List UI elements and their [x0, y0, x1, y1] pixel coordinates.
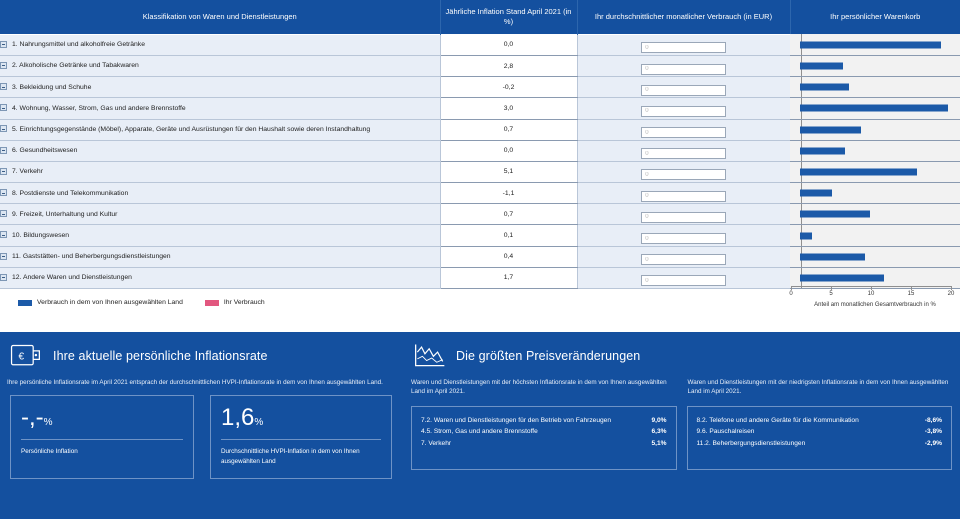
collapse-minus-icon[interactable]: [0, 253, 7, 260]
basket-bar-cell: [790, 225, 960, 246]
highest-inflation-row: [421, 438, 667, 450]
personal-inflation-value-wrap: [21, 406, 183, 430]
monthly-spending-input[interactable]: [641, 254, 726, 265]
monthly-spending-input[interactable]: [641, 42, 726, 53]
wallet-euro-icon: [10, 342, 44, 370]
spending-cell: [577, 140, 790, 161]
personal-inflation-card: [10, 395, 194, 479]
basket-bar-cell: [790, 55, 960, 76]
basket-bar-cell: [790, 204, 960, 225]
collapse-minus-icon[interactable]: [0, 62, 7, 69]
item-value: -8,6%: [924, 416, 942, 424]
table-row: [0, 161, 960, 182]
axis-tick-label: 5: [829, 291, 833, 297]
collapse-minus-icon[interactable]: [0, 168, 7, 175]
category-cell[interactable]: [0, 98, 440, 119]
bar-field: [790, 247, 960, 267]
category-label: 6. Gesundheitswesen: [12, 147, 78, 155]
item-value: 6,3%: [651, 428, 667, 436]
inflation-value-cell: 0,7: [440, 204, 577, 225]
inflation-value-cell: 1,7: [440, 267, 577, 288]
country-share-bar: [800, 105, 948, 112]
axis-tick: [911, 286, 912, 290]
table-row: [0, 98, 960, 119]
price-changes-title: Die größten Preisveränderungen: [456, 349, 641, 363]
category-label: 2. Alkoholische Getränke und Tabakwaren: [12, 62, 139, 70]
category-label: 5. Einrichtungsgegenstände (Möbel), Apparate, Geräte und Ausrüstungen für den Haushalt sowie deren Instandhaltung: [12, 125, 371, 133]
category-label: 4. Wohnung, Wasser, Strom, Gas und andere Brennstoffe: [12, 104, 186, 112]
column-header-inflation-line1: Jährliche Inflation Stand April 2021 (in %): [445, 7, 572, 27]
lowest-inflation-row: [697, 415, 943, 427]
basket-bar-cell: [790, 161, 960, 182]
personal-inflation-title: Ihre aktuelle persönliche Inflationsrate: [53, 349, 268, 363]
legend-item-country: [18, 299, 183, 306]
category-label: 9. Freizeit, Unterhaltung und Kultur: [12, 210, 118, 218]
country-share-bar: [800, 84, 849, 91]
category-cell[interactable]: [0, 55, 440, 76]
column-header-inflation: [440, 0, 577, 34]
highest-inflation-row: [421, 426, 667, 438]
item-value: -3,8%: [924, 428, 942, 436]
category-cell[interactable]: [0, 246, 440, 267]
inflation-value-cell: 0,0: [440, 140, 577, 161]
category-cell[interactable]: [0, 34, 440, 55]
collapse-minus-icon[interactable]: [0, 274, 7, 281]
spending-cell: [577, 55, 790, 76]
lowest-inflation-description: Waren und Dienstleistungen mit der niedrigsten Inflationsrate in dem von Ihnen ausgewählten Land im April 2021.: [687, 379, 949, 396]
basket-bar-cell: [790, 246, 960, 267]
category-label: 7. Verkehr: [12, 168, 43, 176]
axis-tick-label: 15: [907, 291, 915, 297]
monthly-spending-input[interactable]: [641, 275, 726, 286]
monthly-spending-input[interactable]: [641, 85, 726, 96]
country-share-bar: [800, 168, 917, 175]
basket-bar-cell: [790, 77, 960, 98]
category-label: 1. Nahrungsmittel und alkoholfreie Getränke: [12, 41, 145, 49]
category-cell[interactable]: [0, 267, 440, 288]
axis-tick: [871, 286, 872, 290]
spending-cell: [577, 267, 790, 288]
personal-inflation-header: [0, 332, 400, 370]
lowest-inflation-list: [687, 406, 953, 470]
axis-title: Anteil am monatlichen Gesamtverbrauch in %: [814, 302, 936, 308]
table-row: [0, 246, 960, 267]
axis-tick: [831, 286, 832, 290]
monthly-spending-input[interactable]: [641, 233, 726, 244]
country-share-bar: [800, 253, 865, 260]
spending-cell: [577, 98, 790, 119]
bar-field: [790, 268, 960, 288]
summary-panel: [0, 332, 960, 519]
collapse-minus-icon[interactable]: [0, 83, 7, 90]
table-row: [0, 55, 960, 76]
collapse-minus-icon[interactable]: [0, 231, 7, 238]
bar-field: [790, 98, 960, 118]
highest-inflation-row: [421, 415, 667, 427]
axis-tick: [791, 286, 792, 290]
axis-tick-label: 0: [789, 291, 793, 297]
personal-inflation-value: -,-: [21, 404, 44, 432]
item-label: 8.2. Telefone und andere Geräte für die Kommunikation: [696, 416, 859, 424]
svg-text:€: €: [18, 351, 25, 363]
highest-inflation-list: [411, 406, 677, 470]
column-header-classification: Klassifikation von Waren und Dienstleistungen: [0, 0, 440, 34]
category-cell[interactable]: [0, 225, 440, 246]
country-share-bar: [800, 190, 832, 197]
lowest-inflation-row: [697, 426, 943, 438]
chart-x-axis: [790, 286, 960, 318]
spending-cell: [577, 77, 790, 98]
table-header-row: [0, 0, 960, 34]
basket-bar-cell: [790, 119, 960, 140]
average-hicp-card: [210, 395, 392, 479]
chart-legend: [18, 299, 287, 306]
price-changes-panel: [403, 332, 960, 470]
category-label: 3. Bekleidung und Schuhe: [12, 83, 92, 91]
price-changes-header: [403, 332, 960, 370]
price-changes-descriptions: [403, 370, 960, 397]
average-hicp-caption: Durchschnittliche HVPI-Inflation in dem von Ihnen ausgewählten Land: [221, 448, 360, 465]
country-share-bar: [800, 274, 884, 281]
item-label: 11.2. Beherbergungsdienstleistungen: [696, 439, 806, 447]
lowest-inflation-row: [697, 438, 943, 450]
collapse-minus-icon[interactable]: [0, 125, 7, 132]
column-header-spending: Ihr durchschnittlicher monatlicher Verbrauch (in EUR): [577, 0, 790, 34]
legend-swatch-personal: [205, 300, 219, 306]
personal-inflation-unit: %: [43, 417, 53, 429]
category-label: 11. Gaststätten- und Beherbergungsdienstleistungen: [12, 253, 171, 261]
spending-cell: [577, 246, 790, 267]
bar-field: [790, 141, 960, 161]
axis-tick-label: 20: [947, 291, 955, 297]
highest-inflation-description: Waren und Dienstleistungen mit der höchsten Inflationsrate in dem von Ihnen ausgewählten Land im April 2021.: [411, 379, 667, 396]
basket-bar-cell: [790, 183, 960, 204]
item-label: 4.5. Strom, Gas und andere Brennstoffe: [421, 428, 538, 436]
category-cell[interactable]: [0, 77, 440, 98]
table-header: [0, 0, 960, 34]
monthly-spending-input[interactable]: [641, 212, 726, 223]
inflation-value-cell: 2,8: [440, 55, 577, 76]
country-share-bar: [800, 41, 941, 48]
inflation-value-cell: 0,0: [440, 34, 577, 55]
bar-field: [790, 225, 960, 245]
table-row: [0, 225, 960, 246]
country-share-bar: [800, 126, 861, 133]
country-share-bar: [800, 211, 870, 218]
axis-tick: [951, 286, 952, 290]
collapse-minus-icon[interactable]: [0, 210, 7, 217]
spending-cell: [577, 204, 790, 225]
spending-cell: [577, 161, 790, 182]
bar-field: [790, 162, 960, 182]
legend-label-personal: Ihr Verbrauch: [223, 299, 265, 306]
basket-bar-cell: [790, 34, 960, 55]
average-hicp-value-wrap: [221, 406, 381, 430]
monthly-spending-input[interactable]: [641, 127, 726, 138]
monthly-spending-input[interactable]: [641, 169, 726, 180]
table-row: [0, 183, 960, 204]
bar-field: [790, 120, 960, 140]
table-row: [0, 119, 960, 140]
spending-cell: [577, 183, 790, 204]
basket-bar-cell: [790, 98, 960, 119]
item-label: 9.6. Pauschalreisen: [696, 428, 755, 436]
column-header-basket: Ihr persönlicher Warenkorb: [790, 0, 960, 34]
collapse-minus-icon[interactable]: [0, 147, 7, 154]
personal-inflation-description: Ihre persönliche Inflationsrate im April 2021 entsprach der durchschnittlichen HVPI-Inflationsrate in dem von Ihnen ausgewählten Land.: [7, 379, 383, 386]
category-cell[interactable]: [0, 204, 440, 225]
inflation-value-cell: -0,2: [440, 77, 577, 98]
bar-field: [790, 183, 960, 203]
category-label: 10. Bildungswesen: [12, 231, 70, 239]
inflation-value-cell: 5,1: [440, 161, 577, 182]
card-divider: [21, 439, 183, 440]
category-cell[interactable]: [0, 119, 440, 140]
monthly-spending-input[interactable]: [641, 148, 726, 159]
inflation-value-cell: 3,0: [440, 98, 577, 119]
table-body: [0, 34, 960, 288]
category-cell[interactable]: [0, 140, 440, 161]
country-share-bar: [800, 63, 843, 70]
item-value: 5,1%: [651, 439, 667, 447]
category-label: 8. Postdienste und Telekommunikation: [12, 189, 129, 197]
category-cell[interactable]: [0, 183, 440, 204]
inflation-value-cell: 0,1: [440, 225, 577, 246]
table-row: [0, 204, 960, 225]
item-value: -2,9%: [924, 439, 942, 447]
axis-tick-label: 10: [867, 291, 875, 297]
monthly-spending-input[interactable]: [641, 191, 726, 202]
personal-inflation-caption: Persönliche Inflation: [21, 448, 78, 456]
item-label: 7.2. Waren und Dienstleistungen für den Betrieb von Fahrzeugen: [421, 416, 611, 424]
legend-label-country: Verbrauch in dem von Ihnen ausgewählten Land: [37, 299, 183, 306]
collapse-minus-icon[interactable]: [0, 41, 7, 48]
country-share-bar: [800, 147, 845, 154]
table-row: [0, 77, 960, 98]
bar-field: [790, 56, 960, 76]
country-share-bar: [800, 232, 812, 239]
basket-bar-cell: [790, 140, 960, 161]
table-row: [0, 34, 960, 55]
category-label: 12. Andere Waren und Dienstleistungen: [12, 274, 132, 282]
collapse-minus-icon[interactable]: [0, 189, 7, 196]
collapse-minus-icon[interactable]: [0, 104, 7, 111]
inflation-cards: [0, 387, 400, 479]
price-changes-lists: [403, 397, 960, 470]
item-value: 9,0%: [651, 416, 667, 424]
legend-swatch-country: [18, 300, 32, 306]
monthly-spending-input[interactable]: [641, 106, 726, 117]
average-hicp-value: 1,6: [221, 404, 255, 432]
personal-inflation-panel: [0, 332, 400, 479]
bar-field: [790, 77, 960, 97]
table-row: [0, 140, 960, 161]
legend-item-personal: [205, 299, 265, 306]
bar-field: [790, 204, 960, 224]
spending-cell: [577, 119, 790, 140]
monthly-spending-input[interactable]: [641, 64, 726, 75]
line-chart-icon: [413, 342, 447, 370]
inflation-value-cell: 0,7: [440, 119, 577, 140]
bar-field: [790, 34, 960, 55]
average-hicp-unit: %: [254, 417, 264, 429]
spending-cell: [577, 225, 790, 246]
item-label: 7. Verkehr: [421, 439, 452, 447]
inflation-value-cell: 0,4: [440, 246, 577, 267]
inflation-value-cell: -1,1: [440, 183, 577, 204]
spending-cell: [577, 34, 790, 55]
card-divider: [221, 439, 381, 440]
category-cell[interactable]: [0, 161, 440, 182]
